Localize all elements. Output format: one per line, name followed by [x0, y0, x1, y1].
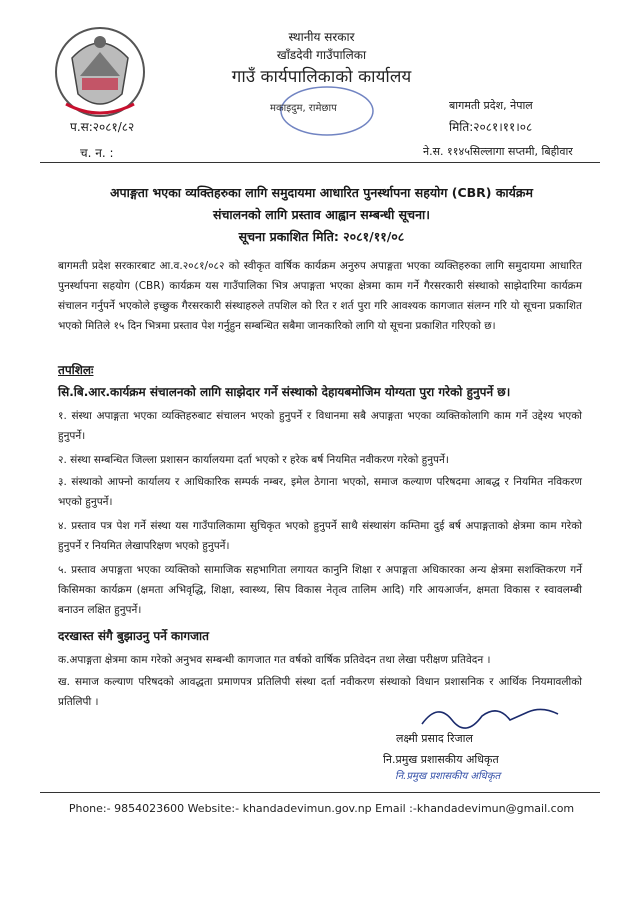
schedule-label: तपशिलः [58, 363, 94, 377]
signatory-stamp: नि.प्रमुख प्रशासकीय अधिकृत [395, 771, 501, 782]
footer-contact: Phone:- 9854023600 Website:- khandadevimun.gov.np Email :-khandadevimun@gmail.com [68, 802, 575, 815]
dispatch-number: च. न. : [80, 146, 114, 160]
header-date: मिति:२०८१।११।०८ [449, 120, 533, 134]
eligibility-item-5: ५. प्रस्ताव अपाङ्गता भएका व्यक्तिको सामाजिक सहभागिता लगायत कानुनि शिक्षा र अपाङ्गता अधिकारका अन्य क्षेत्रमा सशक्तिकरण गर्ने किसिमका कार्यक्रम (क्षमता अभिवृद्धि, शिक्षा, स्वास्थ्य, सिप विकास नेतृत्व तालिम आदि) गरि आयआर्जन, क्षमता विकास र स्वावलम्बी बनाउन लक्षित हुनुपर्ने। [58, 564, 582, 616]
notice-published-date: सूचना प्रकाशित मिति: २०८१/११/०८ [238, 229, 405, 244]
notice-title-line2: संचालनको लागि प्रस्ताव आह्वान सम्बन्धी सूचना। [213, 207, 430, 222]
eligibility-item-2: २. संस्था सम्बन्धित जिल्ला प्रशासन कार्यालयमा दर्ता भएको र हरेक बर्ष नियमित नवीकरण गरेको हुनुपर्ने। [58, 454, 449, 466]
header-office: गाउँ कार्यपालिकाको कार्यालय [231, 67, 412, 87]
notice-title-line1: अपाङ्गता भएका व्यक्तिहरुका लागि समुदायमा आधारित पुनर्स्थापना सहयोग (CBR) कार्यक्रम [109, 185, 533, 200]
header-local-government: स्थानीय सरकार [288, 30, 355, 44]
header-municipality: खाँडदेवी गाउँपालिका [276, 48, 367, 62]
document-item-1: क.अपाङ्गता क्षेत्रमा काम गरेको अनुभव सम्बन्धी कागजात गत वर्षको वार्षिक प्रतिवेदन तथा लेखा परीक्षण प्रतिवेदन । [58, 654, 491, 666]
reference-number: प.स:२०८१/८२ [70, 120, 135, 134]
eligibility-item-4: ४. प्रस्ताव पत्र पेश गर्ने संस्था यस गाउँपालिकामा सुचिकृत भएको हुनुपर्ने साथै संस्थासंग कम्तिमा दुई बर्ष अपाङ्गताको क्षेत्रमा काम गरेको हुनुपर्ने र नियमित लेखापरिक्षण भएको हुनुपर्ने। [58, 520, 582, 552]
signature-icon [418, 694, 568, 736]
header-divider [40, 162, 600, 163]
document-item-2: ख. समाज कल्याण परिषदको आवद्धता प्रमाणपत्र प्रतिलिपी संस्था दर्ता नवीकरण संस्थाको विधान प्रशासनिक र आर्थिक नियमावलीको प्रतिलिपी । [58, 676, 582, 708]
eligibility-item-3: ३. संस्थाको आफ्नो कार्यालय र आधिकारिक सम्पर्क नम्बर, इमेल ठेगाना भएको, समाज कल्याण परिषदमा आबद्ध र नियमित नविकरण भएको हुनुपर्ने। [58, 476, 582, 508]
notice-intro: बागमती प्रदेश सरकारबाट आ.व.२०८१/०८२ को स्वीकृत वार्षिक कार्यक्रम अनुरुप अपाङ्गता भएका व्यक्तिहरुका लागि समुदायमा आधारित पुनर्स्थापना सहयोग (CBR) कार्यक्रम यस गाउँपालिका भित्र अपाङ्गता भएका क्षेत्रमा काम गर्ने गैरसरकारी संस्थाको साझेदारिमा कार्यक्रम संचालन गर्नुपर्ने भएकोले इच्छुक गैरसरकारी संस्थाहरुले तपशिल को रित र शर्त पुरा गरि आवश्यक कागजात संलग्न गरि यो सूचना प्रकाशित भएको मितिले १५ दिन भित्रमा प्रस्ताव पेश गर्नुहुन सम्बन्धित सबैमा जानकारिको लागि यो सूचना प्रकाशित गरिएको छ। [58, 260, 582, 332]
header-province: बागमती प्रदेश, नेपाल [449, 99, 533, 112]
eligibility-heading: सि.बि.आर.कार्यक्रम संचालनको लागि साझेदार गर्ने संस्थाको देहायबमोजिम योग्यता पुरा गरेको हुनुपर्ने छ। [58, 385, 511, 399]
nepal-samvat-date: ने.स. ११४५सिल्लागा सप्तमी, बिहीवार [423, 145, 573, 158]
footer-divider [40, 792, 600, 793]
signatory-name: लक्ष्मी प्रसाद रिजाल [396, 732, 473, 745]
header-address: मकाइदुम, रामेछाप [270, 103, 337, 114]
signatory-title: नि.प्रमुख प्रशासकीय अधिकृत [383, 753, 499, 766]
eligibility-item-1: १. संस्था अपाङ्गता भएका व्यक्तिहरुबाट संचालन भएको हुनुपर्ने र विधानमा सबै अपाङ्गता भएका व्यक्तिकोलागि काम गर्ने उद्देश्य भएको हुनुपर्ने। [58, 410, 582, 442]
documents-heading: दरखास्त संगै बुझाउनु पर्ने कागजात [58, 629, 209, 643]
